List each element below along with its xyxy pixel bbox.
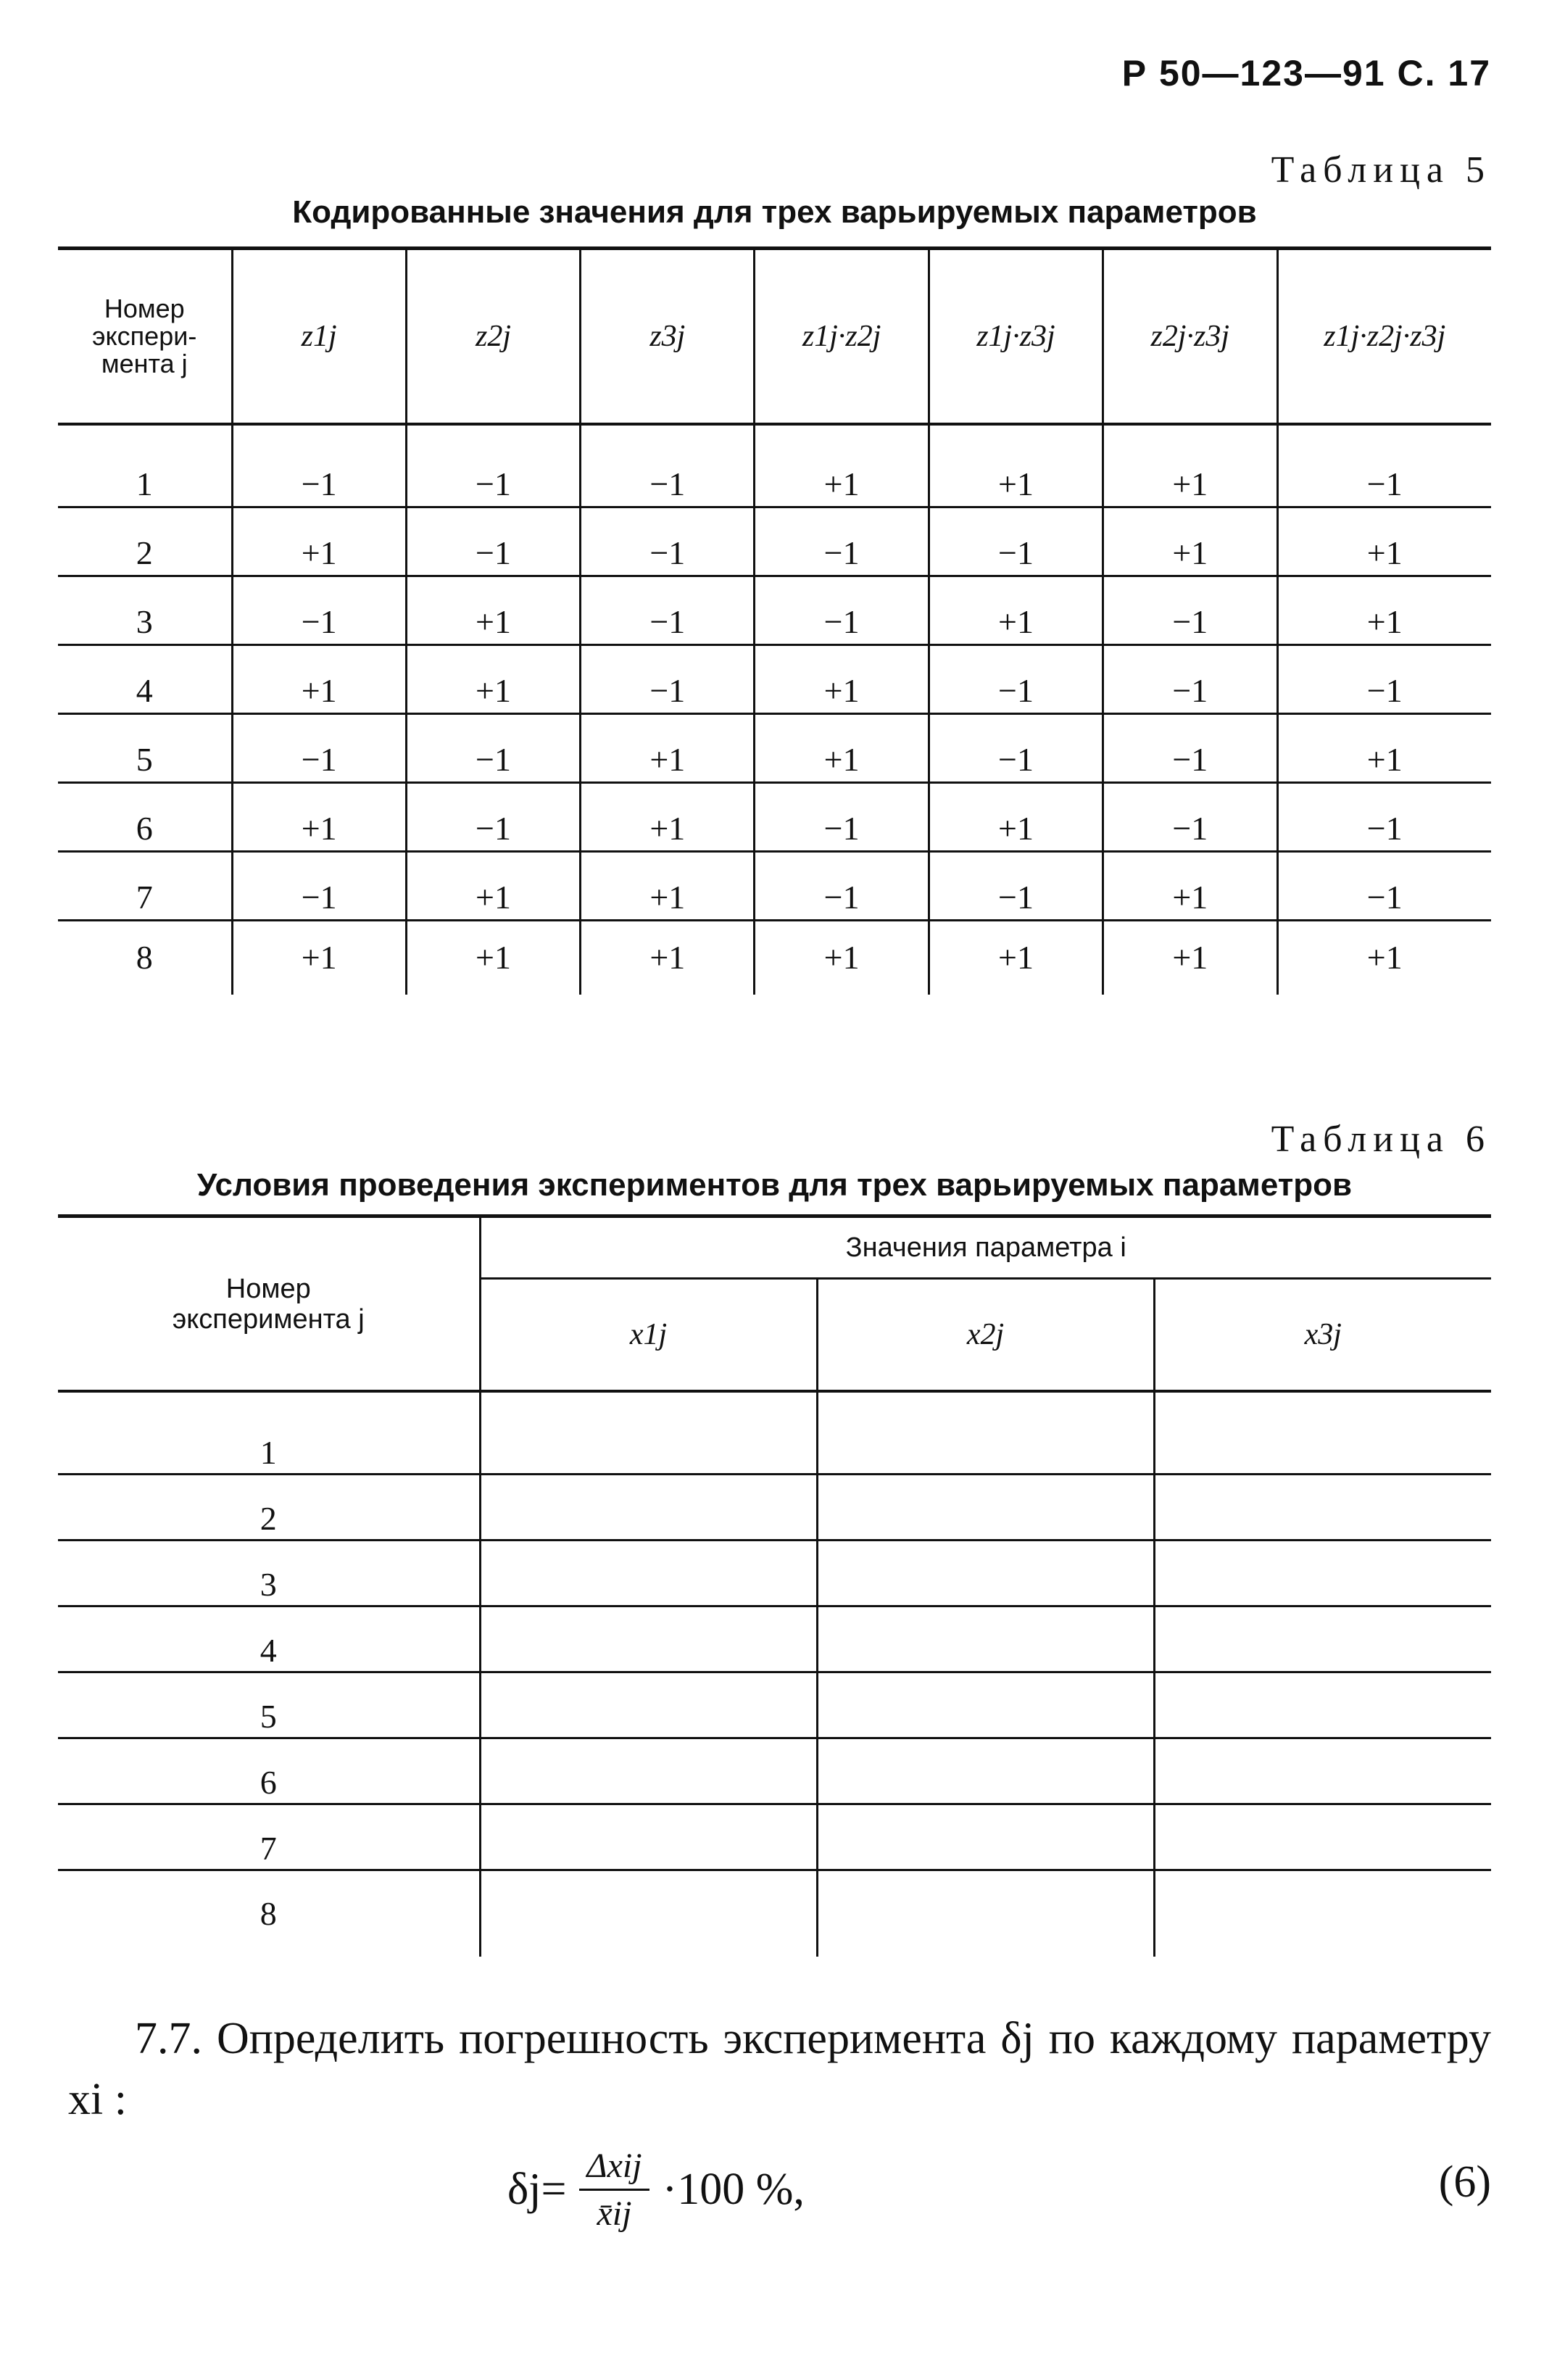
equation-number: (6) — [1438, 2157, 1491, 2207]
coded-value-cell: −1 — [929, 714, 1103, 783]
row-number-cell: 4 — [58, 1606, 480, 1672]
coded-value-cell: +1 — [232, 921, 406, 995]
coded-value-cell: +1 — [1277, 507, 1491, 576]
coded-value-cell: +1 — [406, 576, 580, 645]
empty-value-cell — [817, 1870, 1154, 1957]
paragraph-7-7: 7.7. Определить погрешность эксперимента δj по каждому параметру xi : — [68, 2014, 1491, 2124]
row-number-cell: 2 — [58, 1475, 480, 1541]
coded-value-cell: −1 — [1103, 576, 1277, 645]
coded-value-cell: +1 — [929, 921, 1103, 995]
empty-value-cell — [817, 1475, 1154, 1541]
coded-value-cell: −1 — [755, 507, 929, 576]
coded-value-cell: −1 — [581, 507, 755, 576]
column-header: z2j — [406, 249, 580, 425]
coded-value-cell: −1 — [232, 852, 406, 921]
coded-value-cell: +1 — [581, 852, 755, 921]
coded-value-cell: −1 — [1277, 852, 1491, 921]
formula-lhs: δj= — [507, 2165, 567, 2214]
coded-value-cell: +1 — [929, 424, 1103, 507]
row-number-cell: 4 — [58, 645, 232, 714]
table-row — [58, 1738, 1491, 1804]
coded-value-cell: −1 — [1277, 424, 1491, 507]
row-number-cell: 8 — [136, 938, 153, 976]
coded-value-cell: +1 — [1277, 576, 1491, 645]
empty-value-cell — [1154, 1391, 1491, 1475]
table6-title: Условия проведения экспериментов для трех варьируемых параметров — [196, 1167, 1353, 1203]
coded-value-cell: −1 — [1103, 645, 1277, 714]
row-number-cell: 1 — [58, 1391, 480, 1475]
row-number-header — [58, 249, 232, 425]
error-formula — [507, 2146, 805, 2234]
empty-value-cell — [1154, 1606, 1491, 1672]
coded-value-cell: +1 — [1103, 921, 1277, 995]
coded-value-cell: +1 — [1103, 424, 1277, 507]
empty-value-cell — [817, 1804, 1154, 1870]
page-reference: Р 50—123—91 С. 17 — [1121, 53, 1491, 94]
coded-value-cell: +1 — [1103, 852, 1277, 921]
coded-value-cell: −1 — [581, 424, 755, 507]
coded-value-cell: +1 — [581, 921, 755, 995]
coded-value-cell: −1 — [232, 576, 406, 645]
coded-value-cell: −1 — [406, 783, 580, 852]
table-row — [58, 1391, 1491, 1475]
row-number-cell: 2 — [58, 507, 232, 576]
formula-fraction — [579, 2146, 649, 2234]
coded-value-cell: −1 — [1103, 783, 1277, 852]
coded-value-cell: +1 — [581, 783, 755, 852]
experiment-conditions-table — [58, 1214, 1491, 1957]
empty-value-cell — [480, 1391, 817, 1475]
coded-value-cell: +1 — [755, 714, 929, 783]
coded-value-cell: +1 — [1277, 714, 1491, 783]
coded-value-cell: +1 — [232, 645, 406, 714]
table-row — [58, 424, 1491, 507]
row-number-cell: 5 — [58, 1672, 480, 1738]
row-number-cell: 1 — [58, 424, 232, 507]
empty-value-cell — [1154, 1804, 1491, 1870]
empty-value-cell — [480, 1804, 817, 1870]
coded-value-cell: −1 — [755, 852, 929, 921]
coded-values-table — [58, 246, 1491, 995]
coded-value-cell: +1 — [581, 714, 755, 783]
empty-value-cell — [817, 1541, 1154, 1606]
row-number-cell: 6 — [58, 783, 232, 852]
coded-value-cell: −1 — [232, 714, 406, 783]
column-header: z1j·z2j·z3j — [1277, 249, 1491, 425]
empty-value-cell — [1154, 1475, 1491, 1541]
empty-value-cell — [1154, 1672, 1491, 1738]
column-header: z2j·z3j — [1103, 249, 1277, 425]
coded-value-cell: +1 — [232, 507, 406, 576]
coded-value-cell: −1 — [581, 645, 755, 714]
header-line: экспери- — [92, 321, 197, 351]
coded-value-cell: −1 — [1103, 714, 1277, 783]
table-header-row — [58, 1216, 1491, 1279]
coded-value-cell: +1 — [755, 424, 929, 507]
table-row — [58, 921, 1491, 995]
table-row — [58, 1804, 1491, 1870]
empty-value-cell — [480, 1606, 817, 1672]
coded-value-cell: −1 — [406, 714, 580, 783]
row-number-cell: 7 — [58, 852, 232, 921]
row-number-header — [58, 1216, 480, 1392]
coded-value-cell: +1 — [406, 852, 580, 921]
header-line: Номер — [225, 1273, 311, 1304]
coded-value-cell: +1 — [929, 783, 1103, 852]
coded-value-cell: +1 — [755, 921, 929, 995]
table-row — [58, 507, 1491, 576]
row-number-cell: 7 — [58, 1804, 480, 1870]
table-row — [58, 1475, 1491, 1541]
empty-value-cell — [817, 1391, 1154, 1475]
table-row — [58, 576, 1491, 645]
column-header: x1j — [480, 1279, 817, 1392]
parameter-values-header: Значения параметра i — [480, 1216, 1491, 1279]
row-number-cell: 3 — [58, 576, 232, 645]
coded-value-cell: −1 — [1277, 783, 1491, 852]
table-row — [58, 1672, 1491, 1738]
coded-value-cell: +1 — [232, 783, 406, 852]
table-header-row — [58, 249, 1491, 425]
header-line: Номер — [104, 294, 185, 323]
empty-value-cell — [480, 1870, 817, 1957]
formula-denominator: x̄ij — [597, 2194, 632, 2233]
empty-value-cell — [480, 1672, 817, 1738]
table5-label: Таблица 5 — [1271, 149, 1491, 191]
empty-value-cell — [1154, 1738, 1491, 1804]
coded-value-cell: +1 — [406, 645, 580, 714]
coded-value-cell: −1 — [1277, 645, 1491, 714]
row-number-cell: 8 — [260, 1895, 277, 1932]
empty-value-cell — [480, 1475, 817, 1541]
header-line: эксперимента j — [172, 1303, 365, 1335]
row-number-cell: 3 — [58, 1541, 480, 1606]
formula-numerator: Δxij — [579, 2146, 649, 2191]
column-header: z1j·z2j — [755, 249, 929, 425]
coded-value-cell: −1 — [581, 576, 755, 645]
table-row — [58, 645, 1491, 714]
coded-value-cell: −1 — [929, 507, 1103, 576]
table-row — [58, 1606, 1491, 1672]
coded-value-cell: +1 — [1277, 921, 1491, 995]
header-line: мента j — [101, 349, 188, 378]
column-header: z1j — [232, 249, 406, 425]
coded-value-cell: +1 — [929, 576, 1103, 645]
row-number-cell: 5 — [58, 714, 232, 783]
formula-rhs: ·100 %, — [662, 2165, 805, 2214]
column-header: z1j·z3j — [929, 249, 1103, 425]
column-header: x2j — [817, 1279, 1154, 1392]
table-row — [58, 783, 1491, 852]
empty-value-cell — [480, 1541, 817, 1606]
coded-value-cell: +1 — [755, 645, 929, 714]
empty-value-cell — [817, 1672, 1154, 1738]
empty-value-cell — [1154, 1870, 1491, 1957]
table-row — [58, 1541, 1491, 1606]
empty-value-cell — [480, 1738, 817, 1804]
empty-value-cell — [817, 1606, 1154, 1672]
table-row — [58, 852, 1491, 921]
empty-value-cell — [1154, 1541, 1491, 1606]
coded-value-cell: +1 — [1103, 507, 1277, 576]
table5-title: Кодированные значения для трех варьируемых параметров — [292, 194, 1257, 230]
table-row — [58, 714, 1491, 783]
coded-value-cell: −1 — [929, 645, 1103, 714]
table6-label: Таблица 6 — [1271, 1119, 1491, 1160]
coded-value-cell: +1 — [406, 921, 580, 995]
column-header: z3j — [581, 249, 755, 425]
coded-value-cell: −1 — [755, 576, 929, 645]
coded-value-cell: −1 — [406, 507, 580, 576]
coded-value-cell: −1 — [232, 424, 406, 507]
table-row — [58, 1870, 1491, 1957]
coded-value-cell: −1 — [929, 852, 1103, 921]
empty-value-cell — [817, 1738, 1154, 1804]
coded-value-cell: −1 — [406, 424, 580, 507]
row-number-cell: 6 — [58, 1738, 480, 1804]
coded-value-cell: −1 — [755, 783, 929, 852]
column-header: x3j — [1154, 1279, 1491, 1392]
